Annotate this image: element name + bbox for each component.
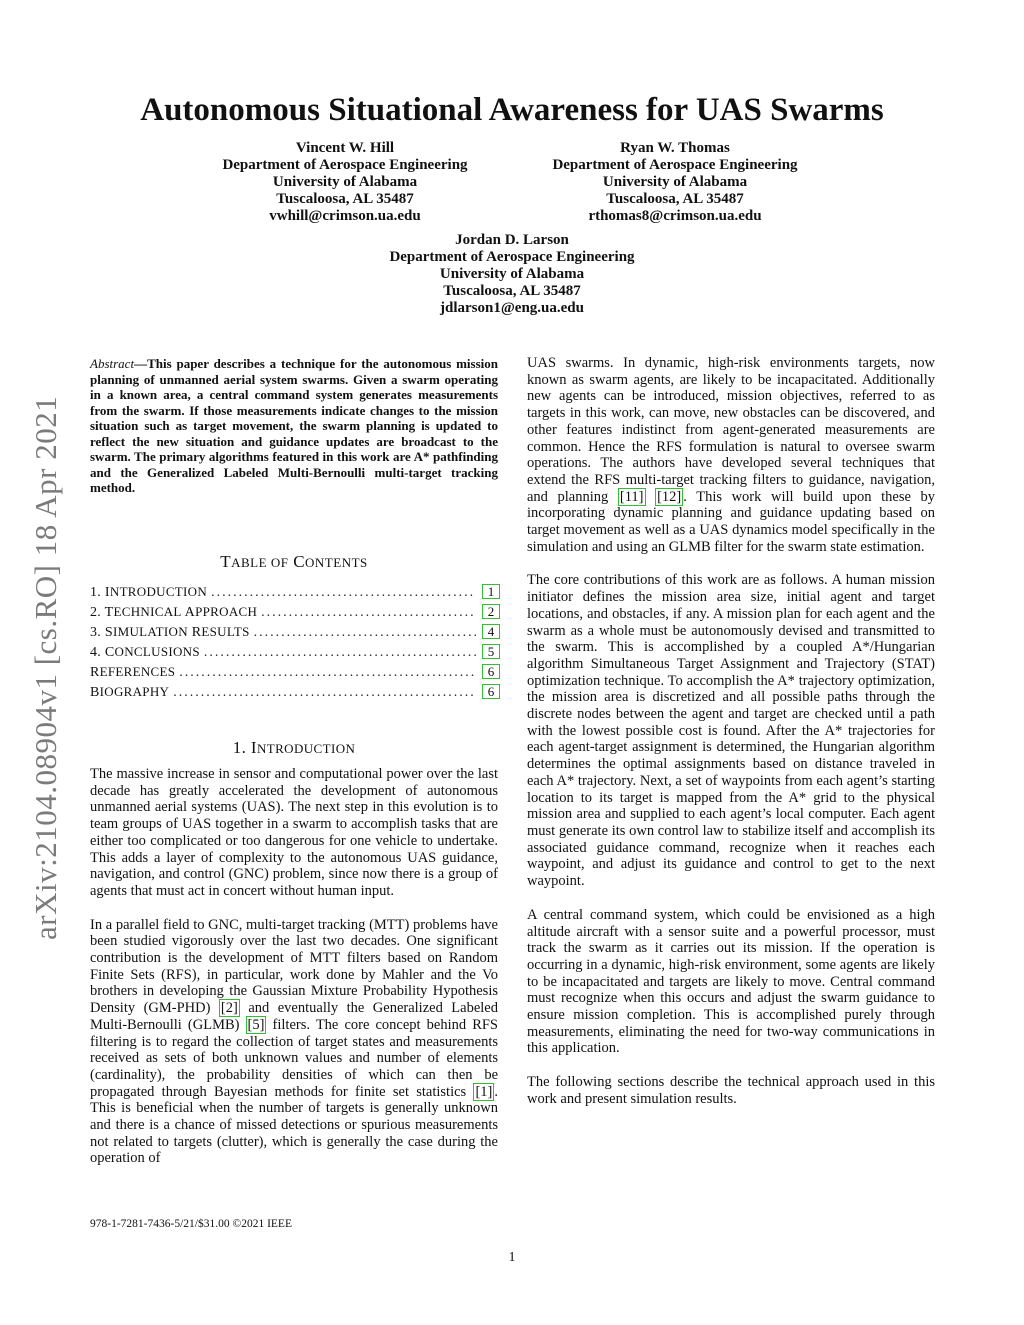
citation-link[interactable]: [2]	[220, 1000, 238, 1017]
author-email: jdlarson1@eng.ua.edu	[440, 300, 584, 316]
author-univ: University of Alabama	[439, 266, 585, 282]
toc-leader	[179, 665, 476, 681]
citation-link[interactable]: [11]	[619, 488, 644, 505]
toc-entry-introduction[interactable]: 1. INTRODUCTION ..... 1	[90, 584, 500, 604]
toc-leader	[211, 585, 476, 601]
copyright-footnote: 978-1-7281-7436-5/21/$31.00 ©2021 IEEE	[90, 1218, 292, 1230]
author-dept: Department of Aerospace Engineering	[552, 157, 798, 173]
toc-page-link[interactable]: 6	[482, 664, 500, 679]
author-city: Tuscaloosa, AL 35487	[443, 283, 581, 299]
toc-entry-biography[interactable]: BIOGRAPHY ..... 6	[90, 684, 500, 704]
abstract-text: —This paper describes a technique for the autonomous mission planning of unmanned aerial system swarms. Given a swarm operating in a known area, a central command system generates measurements from the swarm. If those measurements indicate changes to the mission situation such as target movement, the swarm planning is updated to reflect the new situation and guidance updates are broadcast to the swarm. The primary algorithms featured in this work are A* pathfinding and the Generalized Labeled Multi-Bernoulli multi-target tracking method.	[90, 356, 498, 495]
toc-entry-simulation-results[interactable]: 3. SIMULATION RESULTS ..... 4	[90, 624, 500, 644]
toc-page-link[interactable]: 4	[482, 624, 500, 639]
abstract	[90, 356, 498, 496]
page-number: 1	[508, 1250, 516, 1265]
toc-heading: TABLE OF CONTENTS	[220, 552, 368, 571]
toc-entry-conclusions[interactable]: 4. CONCLUSIONS ..... 5	[90, 644, 500, 664]
author-block-2	[520, 140, 830, 225]
author-univ: University of Alabama	[272, 174, 418, 190]
toc-page-link[interactable]: 6	[482, 684, 500, 699]
abstract-label: Abstract	[90, 356, 135, 371]
table-of-contents	[90, 584, 500, 704]
right-paragraph-2: The core contributions of this work are as follows. A human mission initiator defines the mission area size, initial agent and target locations, and obstacles, if any. A mission plan for each agent and the swarm as a whole must be autonomously devised and transmitted to the swarm. This is accomplished by a coupled A*/Hungarian algorithm Simultaneous Target Assignment and Trajectory (STAT) optimization technique. To accomplish the A* trajectory optimization, the mission area is discretized and all possible paths through the discrete nodes between the agent and target are checked until a path with the lowest possible cost is found. After the A* trajectories for each agent-target assignment is determined, the Hungarian algorithm determines the optimal assignments based on distance traveled in each A* trajectory. Next, a set of waypoints from each agent’s starting location to its target is mapped from the A* grid to the physical mission area and supplied to each agent’s local computer. Each agent must generate its own control law to stabilize itself and accomplish its associated guidance command, recognize when it reaches each waypoint, and adjust its guidance and control to get to the next waypoint.	[527, 572, 935, 890]
arxiv-stamp: arXiv:2104.08904v1 [cs.RO] 18 Apr 2021	[28, 395, 63, 940]
author-block-3	[357, 232, 667, 317]
intro-paragraph-1: The massive increase in sensor and computational power over the last decade has greatly accelerated the development of autonomous unmanned aerial systems (UAS). The next step in this evolution is to team groups of UAS together in a swarm to accomplish tasks that are either too complicated or too dangerous for one vehicle to undertake. This adds a layer of complexity to the autonomous UAS guidance, navigation, and control (GNC) problem, since now there is a group of agents that must act in concert without human input.	[90, 766, 498, 899]
author-name: Jordan D. Larson	[455, 232, 569, 248]
toc-leader	[173, 685, 476, 701]
toc-entry-references[interactable]: REFERENCES ..... 6	[90, 664, 500, 684]
toc-leader	[204, 645, 476, 661]
author-city: Tuscaloosa, AL 35487	[276, 191, 414, 207]
toc-page-link[interactable]: 5	[482, 644, 500, 659]
author-name: Vincent W. Hill	[295, 140, 395, 156]
right-column-body	[527, 355, 935, 1125]
toc-leader	[261, 605, 476, 621]
intro-body	[90, 766, 498, 1184]
right-paragraph-1: UAS swarms. In dynamic, high-risk environments targets, now known as swarm agents, are likely to be incapacitated. Additionally new agents can be introduced, mission objectives, referred to as targets in this work, can move, new obstacles can be discovered, and other features indistinct from agent-generated measurements are common. Hence the RFS formulation is natural to oversee swarm operations. The authors have developed several techniques that extend the RFS multi-target tracking filters to guidance, navigation, and planning [11] [12] . This work will build upon these by incorporating dynamic planning and guidance updating based on target movement as well as a UAS dynamics model specifically in the simulation and using an GLMB filter for the swarm state estimation.	[527, 355, 935, 555]
citation-link[interactable]: [1]	[475, 1083, 493, 1100]
toc-leader	[254, 625, 476, 641]
author-email: vwhill@crimson.ua.edu	[269, 208, 421, 224]
right-paragraph-3: A central command system, which could be envisioned as a high altitude aircraft with a sensor suite and a powerful processor, must track the swarm as it carries out its mission. If the operation is occurring in a dynamic, high-risk environment, some agents are likely to be incapacitated and targets are likely to move. Central command must recognize when this occurs and adjust the swarm guidance to ensure mission completion. This is accomplished purely through measurements, eliminating the need for two-way communications in this application.	[527, 906, 935, 1057]
toc-page-link[interactable]: 1	[482, 584, 500, 599]
citation-link[interactable]: [12]	[657, 488, 682, 505]
citation-link[interactable]: [5]	[247, 1016, 265, 1033]
section-heading-introduction: 1. INTRODUCTION	[232, 738, 356, 757]
author-email: rthomas8@crimson.ua.edu	[588, 208, 762, 224]
right-paragraph-4: The following sections describe the technical approach used in this work and present simulation results.	[527, 1074, 935, 1107]
author-name: Ryan W. Thomas	[620, 140, 730, 156]
author-dept: Department of Aerospace Engineering	[389, 249, 635, 265]
author-dept: Department of Aerospace Engineering	[222, 157, 468, 173]
toc-entry-technical-approach[interactable]: 2. TECHNICAL APPROACH ..... 2	[90, 604, 500, 624]
paper-title: Autonomous Situational Awareness for UAS Swarms	[140, 92, 884, 128]
author-univ: University of Alabama	[602, 174, 748, 190]
intro-paragraph-2: In a parallel field to GNC, multi-target tracking (MTT) problems have been studied vigorously over the last two decades. One significant contribution is the development of MTT filters based on Random Finite Sets (RFS), in particular, work done by Mahler and the Vo brothers in developing the Gaussian Mixture Probability Hypothesis Density (GM-PHD) [2] and eventually the Generalized Labeled Multi-Bernoulli (GLMB) [5] filters. The core concept behind RFS filtering is to regard the collection of target states and measurements received as sets of both unknown values and number of elements (cardinality), the probability densities of which can then be propagated through Bayesian methods for finite set statistics [1] . This is beneficial when the number of targets is generally unknown and there is a chance of missed detections or spurious measurements not related to targets (clutter), which is generally the case during the operation of	[90, 916, 498, 1167]
author-block-1	[190, 140, 500, 225]
toc-page-link[interactable]: 2	[482, 604, 500, 619]
author-city: Tuscaloosa, AL 35487	[606, 191, 744, 207]
